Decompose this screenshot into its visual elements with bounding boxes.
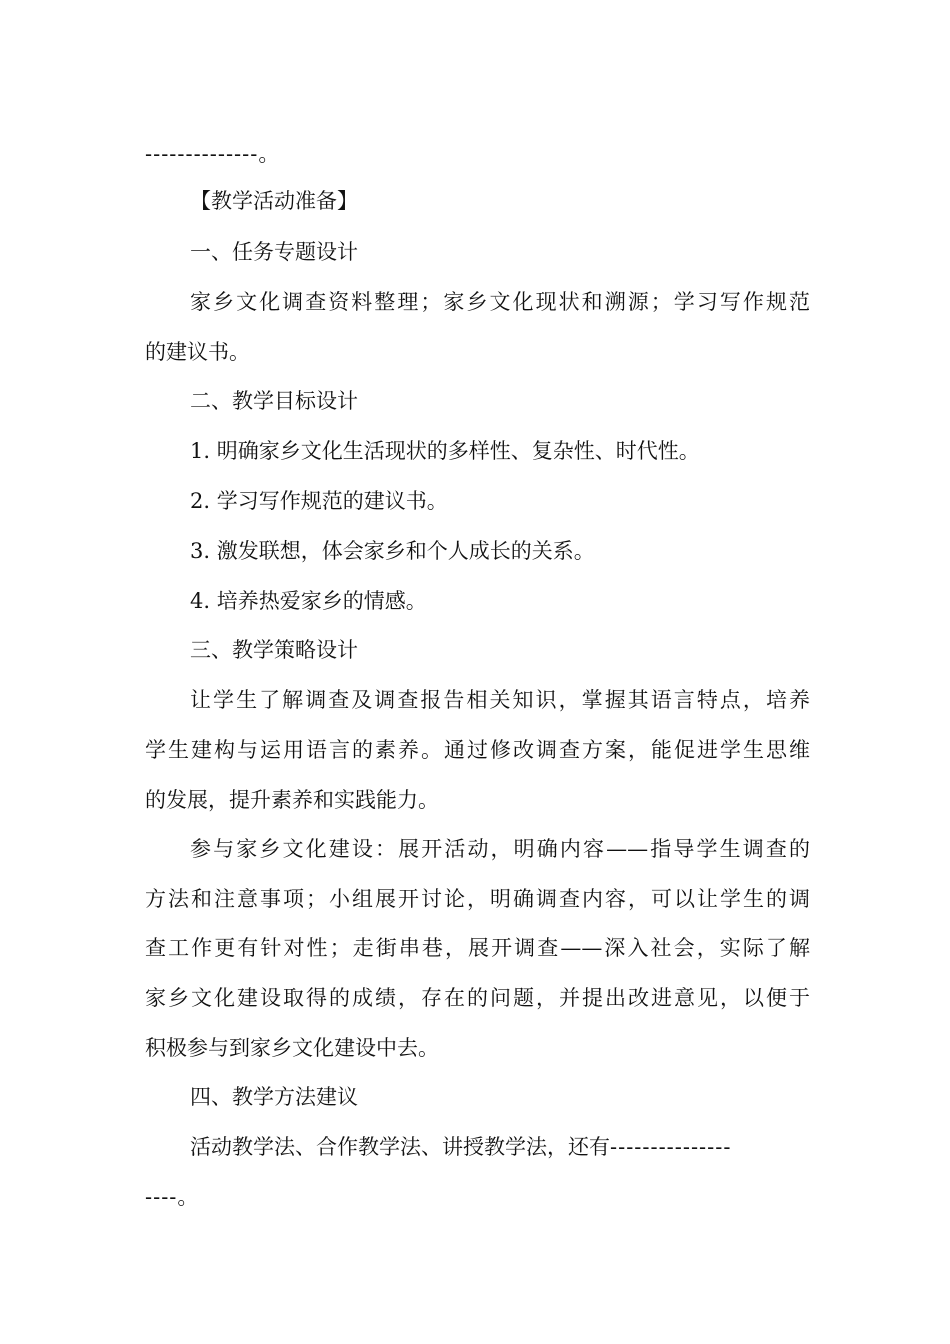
section-1-paragraph-line: 的建议书。 — [145, 340, 250, 364]
section-3-paragraph-line: 家乡文化建设取得的成绩，存在的问题，并提出改进意见，以便于 — [145, 986, 810, 1010]
fill-blank-tail: ----。 — [145, 1185, 200, 1209]
goal-item: 3. 激发联想，体会家乡和个人成长的关系。 — [190, 539, 595, 563]
section-3-paragraph-line: 积极参与到家乡文化建设中去。 — [145, 1036, 439, 1060]
section-3-paragraph-line: 参与家乡文化建设：展开活动，明确内容——指导学生调查的 — [190, 837, 810, 861]
section-3-paragraph-line: 学生建构与运用语言的素养。通过修改调查方案，能促进学生思维 — [145, 738, 810, 762]
fill-blank: --------------- — [610, 1135, 732, 1159]
section-4-heading: 四、教学方法建议 — [190, 1085, 358, 1109]
section-4-paragraph-text: 活动教学法、合作教学法、讲授教学法，还有 — [190, 1135, 610, 1159]
goal-item: 4. 培养热爱家乡的情感。 — [190, 589, 427, 613]
section-4-paragraph-line — [190, 1133, 810, 1161]
section-1-paragraph-line: 家乡文化调查资料整理；家乡文化现状和溯源；学习写作规范 — [190, 290, 810, 314]
section-2-heading: 二、教学目标设计 — [190, 389, 358, 413]
section-3-paragraph-line: 查工作更有针对性；走街串巷，展开调查——深入社会，实际了解 — [145, 936, 810, 960]
goal-item: 2. 学习写作规范的建议书。 — [190, 489, 448, 513]
section-3-paragraph-line: 让学生了解调查及调查报告相关知识，掌握其语言特点，培养 — [190, 688, 810, 712]
section-3-paragraph-line: 的发展，提升素养和实践能力。 — [145, 788, 439, 812]
goal-item: 1. 明确家乡文化生活现状的多样性、复杂性、时代性。 — [190, 439, 700, 463]
fill-blank-tail: --------------。 — [145, 142, 281, 166]
section-3-paragraph-line: 方法和注意事项；小组展开讨论，明确调查内容，可以让学生的调 — [145, 887, 810, 911]
section-3-heading: 三、教学策略设计 — [190, 638, 358, 662]
section-1-heading: 一、任务专题设计 — [190, 240, 358, 264]
prep-heading: 【教学活动准备】 — [190, 189, 358, 213]
